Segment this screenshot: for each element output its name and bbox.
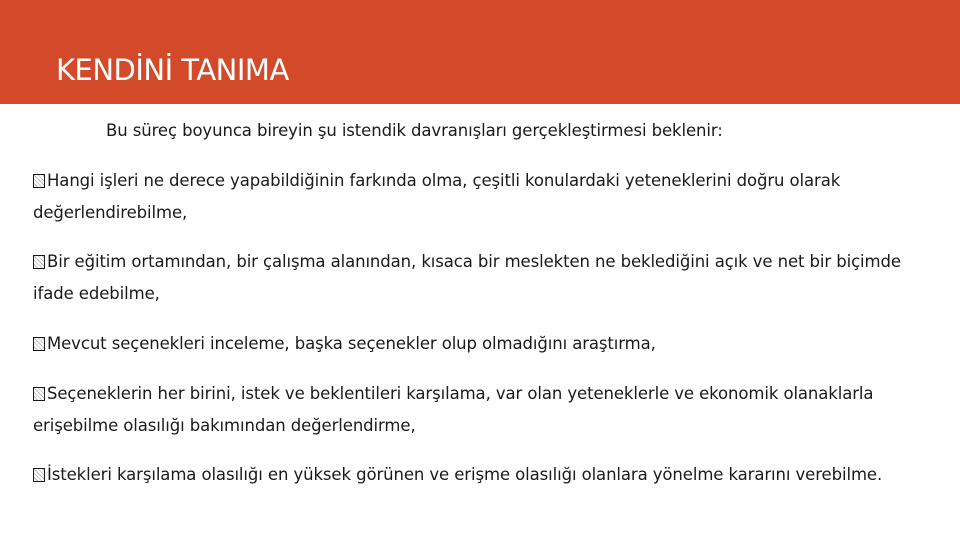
intro-text: Bu süreç boyunca bireyin şu istendik davranışları gerçekleştirmesi beklenir: <box>106 121 723 140</box>
missing-glyph-box-icon <box>33 468 45 482</box>
title-band <box>0 0 960 104</box>
list-item-text: Seçeneklerin her birini, istek ve beklentileri karşılama, var olan yeteneklerle ve ekonomik olanaklarla erişebilme olasılığı bakımından değerlendirme, <box>33 384 874 435</box>
list-item-text: Bir eğitim ortamından, bir çalışma alanından, kısaca bir meslekten ne beklediğini açık ve net bir biçimde ifade edebilme, <box>33 252 901 303</box>
list-item <box>33 328 938 360</box>
list-item <box>33 378 938 442</box>
list-item <box>33 246 938 310</box>
slide-title: KENDİNİ TANIMA <box>56 53 289 87</box>
list-item-text: Mevcut seçenekleri inceleme, başka seçenekler olup olmadığını araştırma, <box>47 334 656 353</box>
list-item <box>33 459 938 491</box>
missing-glyph-box-icon <box>33 255 45 269</box>
list-item <box>33 165 938 229</box>
list-item-text: Hangi işleri ne derece yapabildiğinin farkında olma, çeşitli konulardaki yeteneklerini doğru olarak değerlendirebilme, <box>33 171 841 222</box>
missing-glyph-box-icon <box>33 387 45 401</box>
missing-glyph-box-icon <box>33 174 45 188</box>
list-item-text: İstekleri karşılama olasılığı en yüksek görünen ve erişme olasılığı olanlara yönelme kararını verebilme. <box>47 465 883 484</box>
missing-glyph-box-icon <box>33 337 45 351</box>
